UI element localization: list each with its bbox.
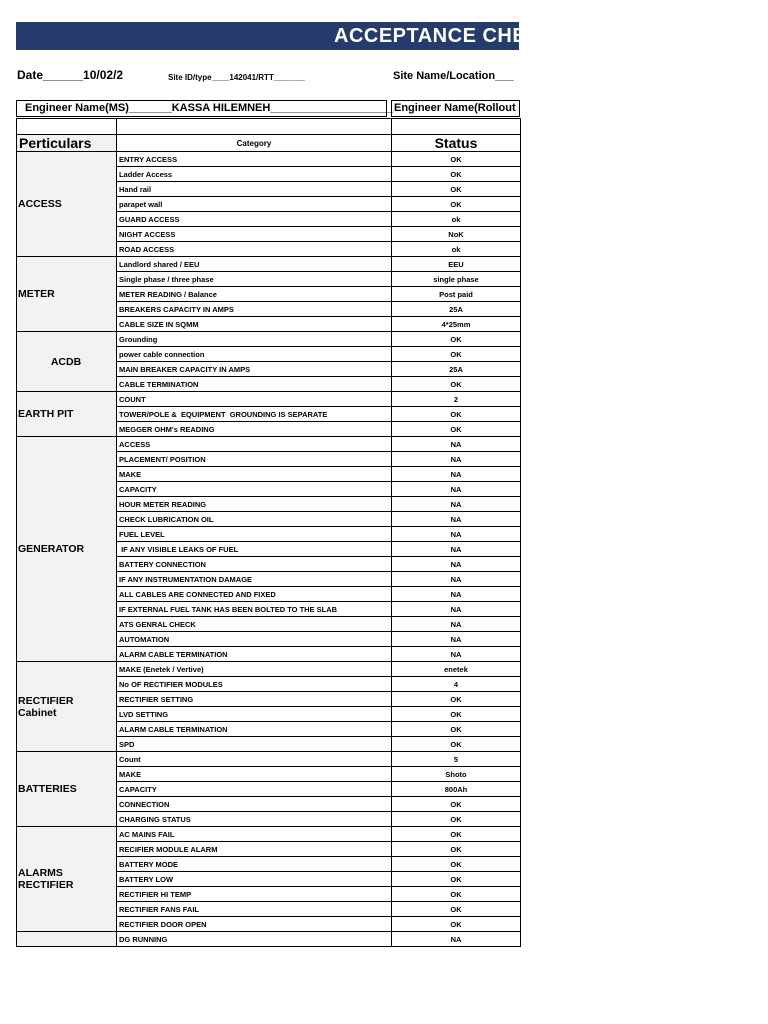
site-name-field: Site Name/Location___	[393, 70, 514, 82]
group-label: ALARMS RECTIFIER	[17, 827, 117, 932]
category-cell: ALARM CABLE TERMINATION	[117, 722, 392, 737]
status-cell: OK	[392, 737, 521, 752]
category-cell: MAIN BREAKER CAPACITY IN AMPS	[117, 362, 392, 377]
category-cell: TOWER/POLE & EQUIPMENT GROUNDING IS SEPARATE	[117, 407, 392, 422]
category-cell: IF EXTERNAL FUEL TANK HAS BEEN BOLTED TO THE SLAB	[117, 602, 392, 617]
status-cell: NA	[392, 587, 521, 602]
group-label: EARTH PIT	[17, 392, 117, 437]
date-field: Date______10/02/2	[17, 68, 124, 82]
category-cell: RECTIFIER SETTING	[117, 692, 392, 707]
status-cell: 2	[392, 392, 521, 407]
category-cell: SPD	[117, 737, 392, 752]
status-cell: NoK	[392, 227, 521, 242]
particulars-header: Perticulars	[17, 135, 117, 152]
status-cell: ok	[392, 212, 521, 227]
category-cell: MAKE (Enetek / Vertive)	[117, 662, 392, 677]
spacer-cell	[392, 119, 521, 135]
status-cell: 25A	[392, 302, 521, 317]
status-cell: OK	[392, 707, 521, 722]
category-cell: COUNT	[117, 392, 392, 407]
category-cell: No OF RECTIFIER MODULES	[117, 677, 392, 692]
category-cell: Grounding	[117, 332, 392, 347]
category-cell: RECIFIER MODULE ALARM	[117, 842, 392, 857]
status-cell: OK	[392, 827, 521, 842]
category-cell: ACCESS	[117, 437, 392, 452]
status-cell: OK	[392, 182, 521, 197]
group-label: BATTERIES	[17, 752, 117, 827]
category-cell: HOUR METER READING	[117, 497, 392, 512]
status-cell: OK	[392, 857, 521, 872]
category-cell: MAKE	[117, 767, 392, 782]
category-cell: Hand rail	[117, 182, 392, 197]
table-row	[17, 332, 521, 347]
table-row	[17, 662, 521, 677]
status-cell: OK	[392, 152, 521, 167]
table-row	[17, 257, 521, 272]
status-cell: OK	[392, 422, 521, 437]
category-cell: BATTERY MODE	[117, 857, 392, 872]
group-label: METER	[17, 257, 117, 332]
status-cell: NA	[392, 452, 521, 467]
status-cell: 4	[392, 677, 521, 692]
category-cell: DG RUNNING	[117, 932, 392, 947]
category-cell: IF ANY VISIBLE LEAKS OF FUEL	[117, 542, 392, 557]
status-cell: 800Ah	[392, 782, 521, 797]
category-cell: RECTIFIER FANS FAIL	[117, 902, 392, 917]
spacer-cell	[117, 119, 392, 135]
status-cell: NA	[392, 542, 521, 557]
engineer-ms-field: Engineer Name(MS)_______KASSA HILEMNEH____________________	[25, 102, 393, 114]
category-cell: CAPACITY	[117, 482, 392, 497]
status-cell: NA	[392, 482, 521, 497]
status-cell: NA	[392, 497, 521, 512]
checklist-table	[16, 118, 521, 947]
table-row	[17, 932, 521, 947]
table-row	[17, 392, 521, 407]
status-cell: 4*25mm	[392, 317, 521, 332]
status-cell: Post paid	[392, 287, 521, 302]
status-cell: Shoto	[392, 767, 521, 782]
category-cell: LVD SETTING	[117, 707, 392, 722]
title-bar	[16, 22, 542, 50]
status-cell: OK	[392, 407, 521, 422]
category-header: Category	[117, 135, 392, 152]
status-cell: NA	[392, 557, 521, 572]
category-cell: IF ANY INSTRUMENTATION DAMAGE	[117, 572, 392, 587]
category-cell: CABLE SIZE IN SQMM	[117, 317, 392, 332]
category-cell: MEGGER OHM's READING	[117, 422, 392, 437]
status-cell: OK	[392, 872, 521, 887]
status-cell: OK	[392, 332, 521, 347]
status-cell: OK	[392, 692, 521, 707]
status-cell: OK	[392, 902, 521, 917]
page-title: ACCEPTANCE CHEC	[334, 25, 542, 47]
status-header: Status	[392, 135, 521, 152]
category-cell: RECTIFIER HI TEMP	[117, 887, 392, 902]
status-cell: NA	[392, 932, 521, 947]
category-cell: parapet wall	[117, 197, 392, 212]
category-cell: ROAD ACCESS	[117, 242, 392, 257]
category-cell: CHECK LUBRICATION OIL	[117, 512, 392, 527]
status-cell: single phase	[392, 272, 521, 287]
status-cell: NA	[392, 467, 521, 482]
category-cell: CONNECTION	[117, 797, 392, 812]
engineer-rollout-field: Engineer Name(Rollout	[394, 102, 516, 114]
category-cell: AC MAINS FAIL	[117, 827, 392, 842]
group-label: GENERATOR	[17, 437, 117, 662]
status-cell: OK	[392, 347, 521, 362]
status-cell: NA	[392, 572, 521, 587]
status-cell: OK	[392, 842, 521, 857]
status-cell: OK	[392, 887, 521, 902]
status-cell: OK	[392, 812, 521, 827]
status-cell: ok	[392, 242, 521, 257]
status-cell: NA	[392, 647, 521, 662]
spacer-row	[17, 119, 521, 135]
category-cell: Ladder Access	[117, 167, 392, 182]
table-row	[17, 152, 521, 167]
group-label: ACDB	[17, 332, 117, 392]
status-cell: OK	[392, 917, 521, 932]
status-cell: enetek	[392, 662, 521, 677]
status-cell: 25A	[392, 362, 521, 377]
category-cell: RECTIFIER DOOR OPEN	[117, 917, 392, 932]
category-cell: METER READING / Balance	[117, 287, 392, 302]
category-cell: MAKE	[117, 467, 392, 482]
status-cell: 5	[392, 752, 521, 767]
status-cell: NA	[392, 512, 521, 527]
category-cell: power cable connection	[117, 347, 392, 362]
spacer-cell	[17, 119, 117, 135]
site-id-field: Site ID/type____142041/RTT_______	[168, 73, 305, 82]
group-label	[17, 932, 117, 947]
category-cell: FUEL LEVEL	[117, 527, 392, 542]
status-cell: OK	[392, 197, 521, 212]
category-cell: Single phase / three phase	[117, 272, 392, 287]
table-row	[17, 437, 521, 452]
category-cell: ALL CABLES ARE CONNECTED AND FIXED	[117, 587, 392, 602]
status-cell: OK	[392, 722, 521, 737]
category-cell: Landlord shared / EEU	[117, 257, 392, 272]
table-row	[17, 827, 521, 842]
category-cell: BATTERY CONNECTION	[117, 557, 392, 572]
category-cell: ATS GENRAL CHECK	[117, 617, 392, 632]
status-cell: NA	[392, 527, 521, 542]
status-cell: NA	[392, 632, 521, 647]
status-cell: EEU	[392, 257, 521, 272]
status-cell: NA	[392, 602, 521, 617]
category-cell: CAPACITY	[117, 782, 392, 797]
category-cell: GUARD ACCESS	[117, 212, 392, 227]
status-cell: NA	[392, 437, 521, 452]
category-cell: NIGHT ACCESS	[117, 227, 392, 242]
category-cell: AUTOMATION	[117, 632, 392, 647]
category-cell: CABLE TERMINATION	[117, 377, 392, 392]
category-cell: Count	[117, 752, 392, 767]
status-cell: OK	[392, 797, 521, 812]
category-cell: PLACEMENT/ POSITION	[117, 452, 392, 467]
category-cell: BATTERY LOW	[117, 872, 392, 887]
category-cell: ENTRY ACCESS	[117, 152, 392, 167]
table-row	[17, 752, 521, 767]
status-cell: OK	[392, 167, 521, 182]
status-cell: OK	[392, 377, 521, 392]
category-cell: CHARGING STATUS	[117, 812, 392, 827]
status-cell: NA	[392, 617, 521, 632]
category-cell: ALARM CABLE TERMINATION	[117, 647, 392, 662]
column-header-row	[17, 135, 521, 152]
group-label: ACCESS	[17, 152, 117, 257]
category-cell: BREAKERS CAPACITY IN AMPS	[117, 302, 392, 317]
group-label: RECTIFIER Cabinet	[17, 662, 117, 752]
